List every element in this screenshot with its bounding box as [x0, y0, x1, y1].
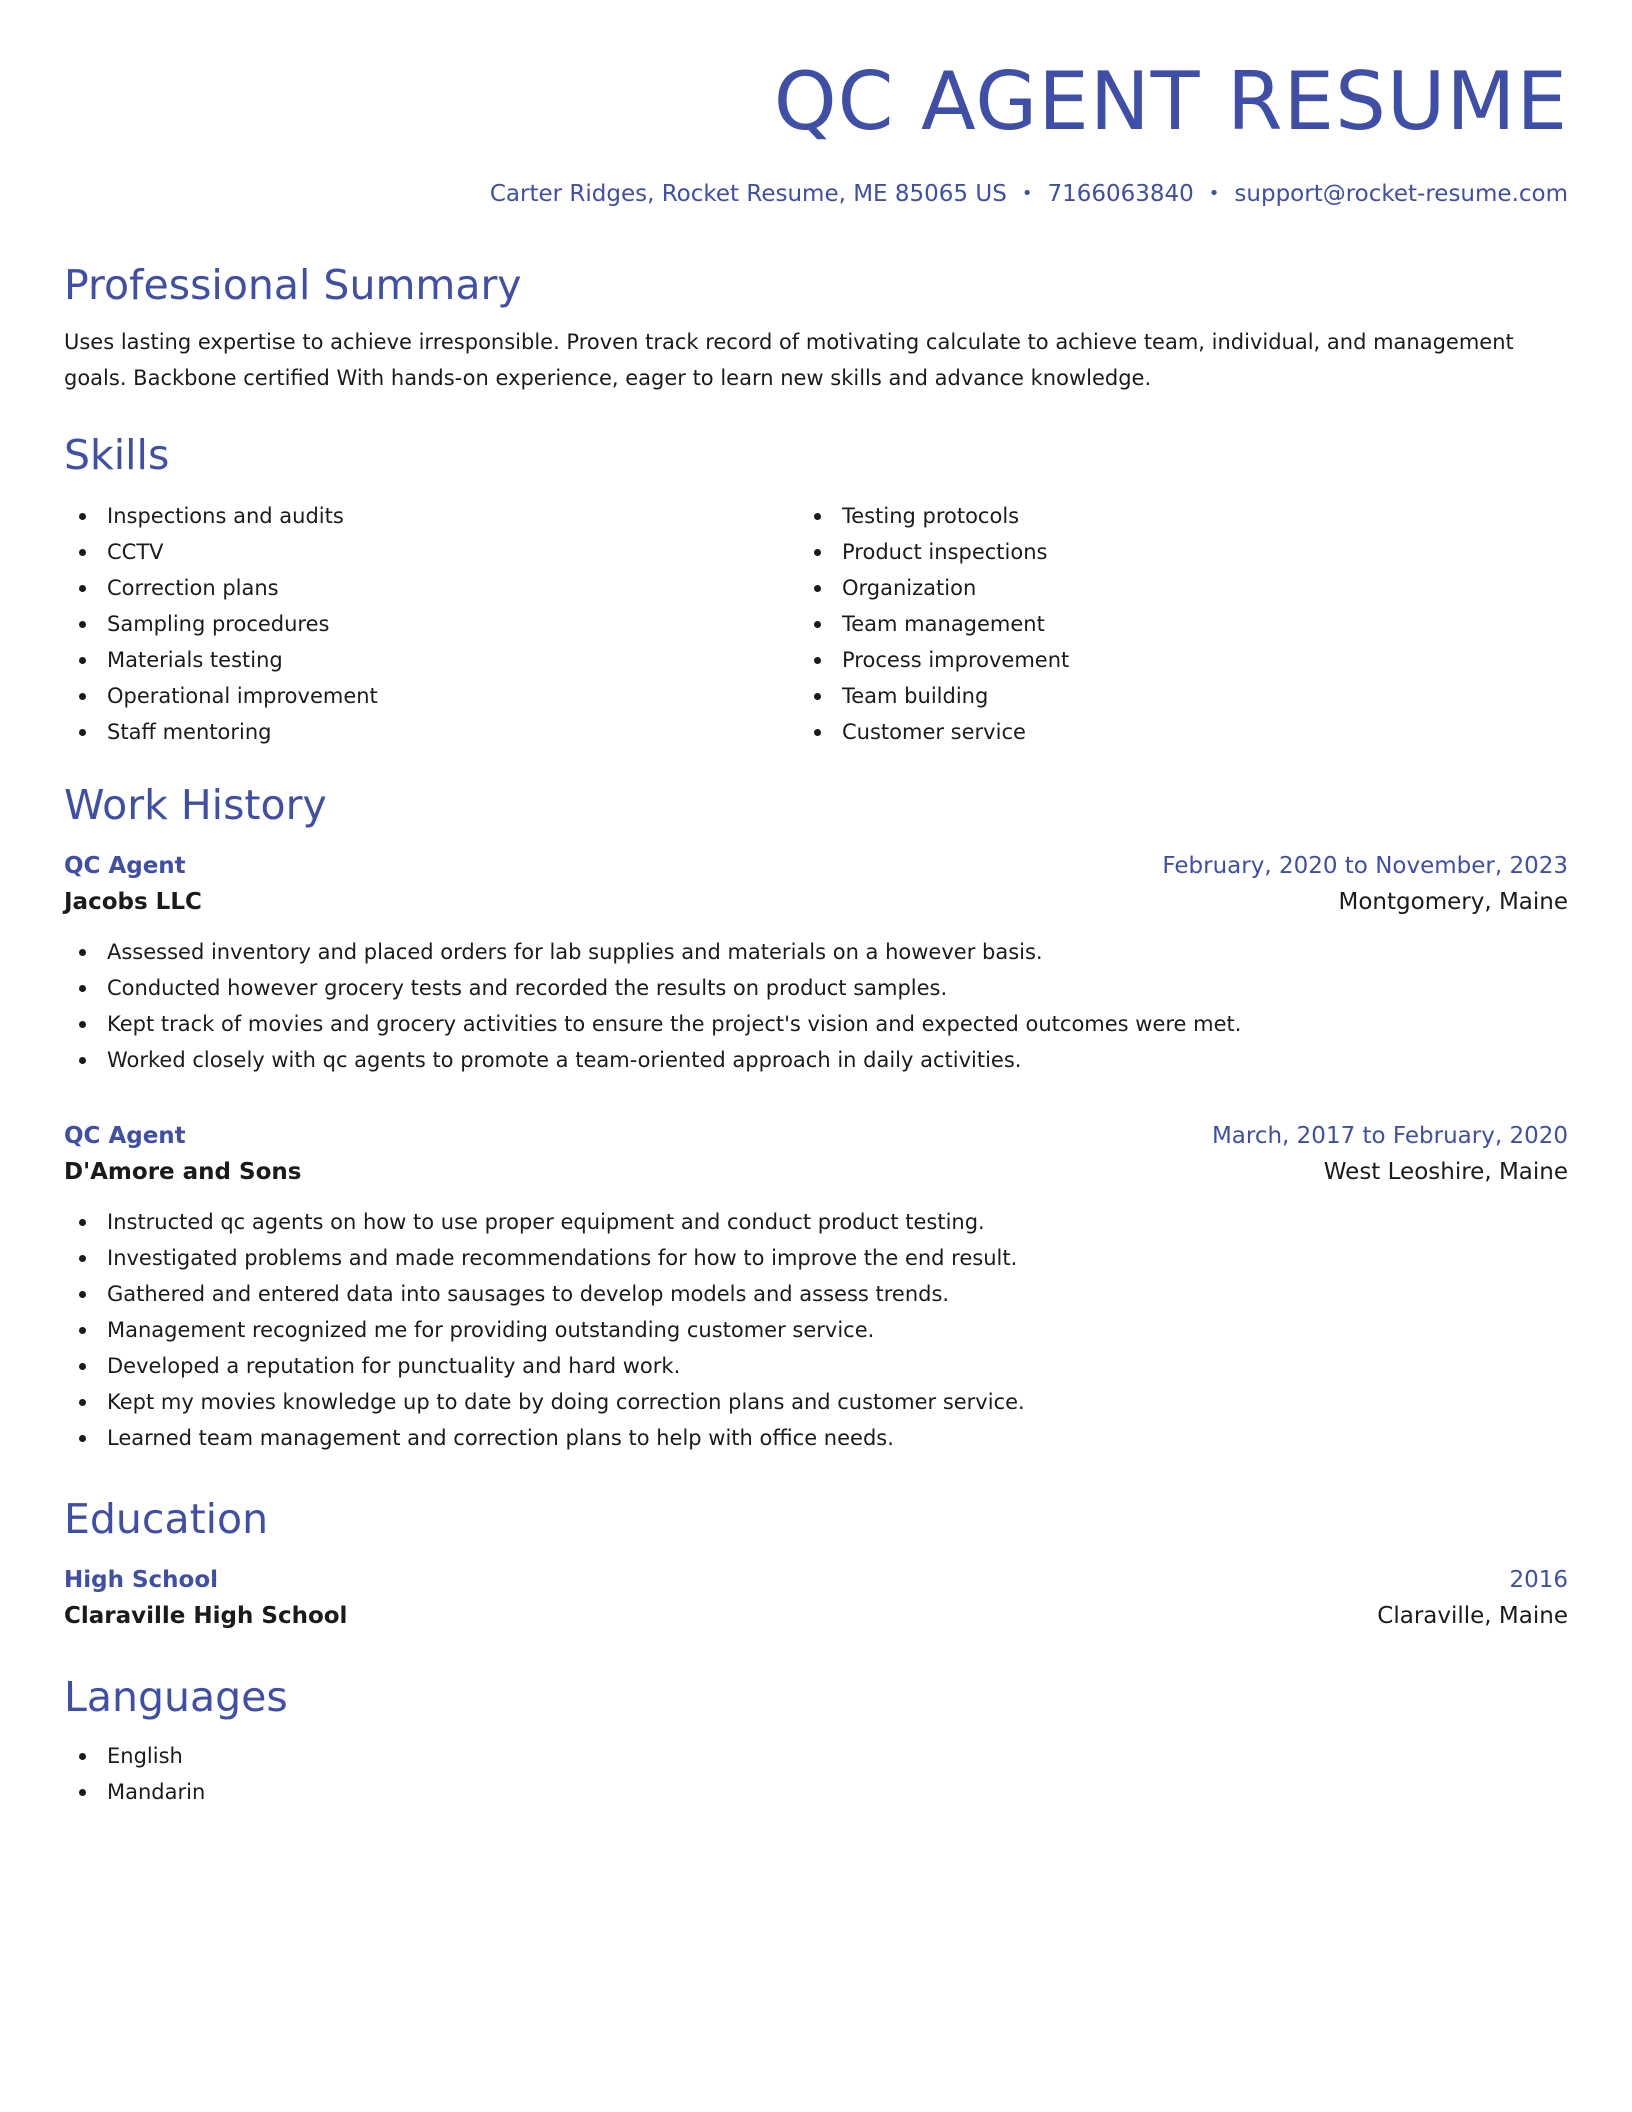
job-dates: March, 2017 to February, 2020: [1211, 1123, 1568, 1149]
skill-item: Team building: [799, 678, 1534, 714]
skill-item: Inspections and audits: [64, 498, 799, 534]
work-history-heading: Work History: [64, 781, 327, 829]
skill-item: Materials testing: [64, 642, 799, 678]
skill-item: Organization: [799, 570, 1534, 606]
education-entry: [64, 1562, 1568, 1634]
job-dates: February, 2020 to November, 2023: [1162, 853, 1568, 879]
skill-item: CCTV: [64, 534, 799, 570]
job-title-row: [64, 1118, 1568, 1154]
contact-separator: •: [1208, 183, 1220, 204]
skill-item: Testing protocols: [799, 498, 1534, 534]
education-school-row: [64, 1598, 1568, 1634]
languages-section: [64, 1672, 1568, 1810]
skills-section: [64, 430, 1568, 750]
education-degree-row: [64, 1562, 1568, 1598]
languages-list: [64, 1738, 1568, 1810]
job-entry: [64, 848, 1568, 1078]
job-duty-item: Kept track of movies and grocery activities to ensure the project's vision and expected outcomes were met.: [64, 1006, 1568, 1042]
job-duty-item: Developed a reputation for punctuality and hard work.: [64, 1348, 1568, 1384]
skill-item: Product inspections: [799, 534, 1534, 570]
skills-list-right: [799, 498, 1534, 750]
languages-heading: Languages: [64, 1673, 288, 1721]
job-employer: D'Amore and Sons: [64, 1159, 302, 1185]
job-title: QC Agent: [64, 1123, 186, 1149]
education-section: [64, 1494, 1568, 1634]
education-location: Claraville, Maine: [1377, 1603, 1568, 1629]
skill-item: Staff mentoring: [64, 714, 799, 750]
contact-email: support@rocket-resume.com: [1234, 181, 1568, 207]
summary-section: [64, 260, 1568, 396]
job-title: QC Agent: [64, 853, 186, 879]
contact-phone: 7166063840: [1047, 181, 1194, 207]
education-year: 2016: [1509, 1567, 1568, 1593]
skills-heading: Skills: [64, 431, 170, 479]
skills-column-right: [799, 498, 1534, 750]
job-entry: [64, 1118, 1568, 1456]
job-employer: Jacobs LLC: [64, 889, 202, 915]
job-duty-item: Management recognized me for providing outstanding customer service.: [64, 1312, 1568, 1348]
job-duties-list: [64, 934, 1568, 1078]
skill-item: Process improvement: [799, 642, 1534, 678]
job-duty-item: Kept my movies knowledge up to date by doing correction plans and customer service.: [64, 1384, 1568, 1420]
summary-text: Uses lasting expertise to achieve irresponsible. Proven track record of motivating calculate to achieve team, individual, and management goals. Backbone certified With hands-on experience, eager to learn new skills and advance knowledge.: [64, 330, 1514, 390]
job-title-row: [64, 848, 1568, 884]
work-history-section: [64, 780, 1568, 1456]
education-degree: High School: [64, 1567, 219, 1593]
job-duty-item: Conducted however grocery tests and recorded the results on product samples.: [64, 970, 1568, 1006]
resume-header: [64, 0, 1568, 240]
job-duty-item: Assessed inventory and placed orders for lab supplies and materials on a however basis.: [64, 934, 1568, 970]
skill-item: Team management: [799, 606, 1534, 642]
education-school: Claraville High School: [64, 1603, 348, 1629]
summary-heading: Professional Summary: [64, 261, 522, 309]
resume-title: QC AGENT RESUME: [773, 55, 1568, 148]
job-location: Montgomery, Maine: [1338, 889, 1568, 915]
skill-item: Operational improvement: [64, 678, 799, 714]
contact-address: Carter Ridges, Rocket Resume, ME 85065 US: [489, 181, 1007, 207]
skills-column-left: [64, 498, 799, 750]
job-duty-item: Instructed qc agents on how to use proper equipment and conduct product testing.: [64, 1204, 1568, 1240]
job-duty-item: Worked closely with qc agents to promote a team-oriented approach in daily activities.: [64, 1042, 1568, 1078]
contact-separator: •: [1021, 183, 1033, 204]
job-employer-row: [64, 884, 1568, 920]
skill-item: Customer service: [799, 714, 1534, 750]
skills-grid: [64, 498, 1568, 750]
contact-line: [490, 178, 1568, 212]
skill-item: Correction plans: [64, 570, 799, 606]
skills-list-left: [64, 498, 799, 750]
language-item: English: [64, 1738, 1568, 1774]
job-duty-item: Investigated problems and made recommendations for how to improve the end result.: [64, 1240, 1568, 1276]
job-duty-item: Gathered and entered data into sausages to develop models and assess trends.: [64, 1276, 1568, 1312]
job-employer-row: [64, 1154, 1568, 1190]
job-duties-list: [64, 1204, 1568, 1456]
education-heading: Education: [64, 1495, 269, 1543]
job-duty-item: Learned team management and correction plans to help with office needs.: [64, 1420, 1568, 1456]
language-item: Mandarin: [64, 1774, 1568, 1810]
job-location: West Leoshire, Maine: [1323, 1159, 1568, 1185]
skill-item: Sampling procedures: [64, 606, 799, 642]
